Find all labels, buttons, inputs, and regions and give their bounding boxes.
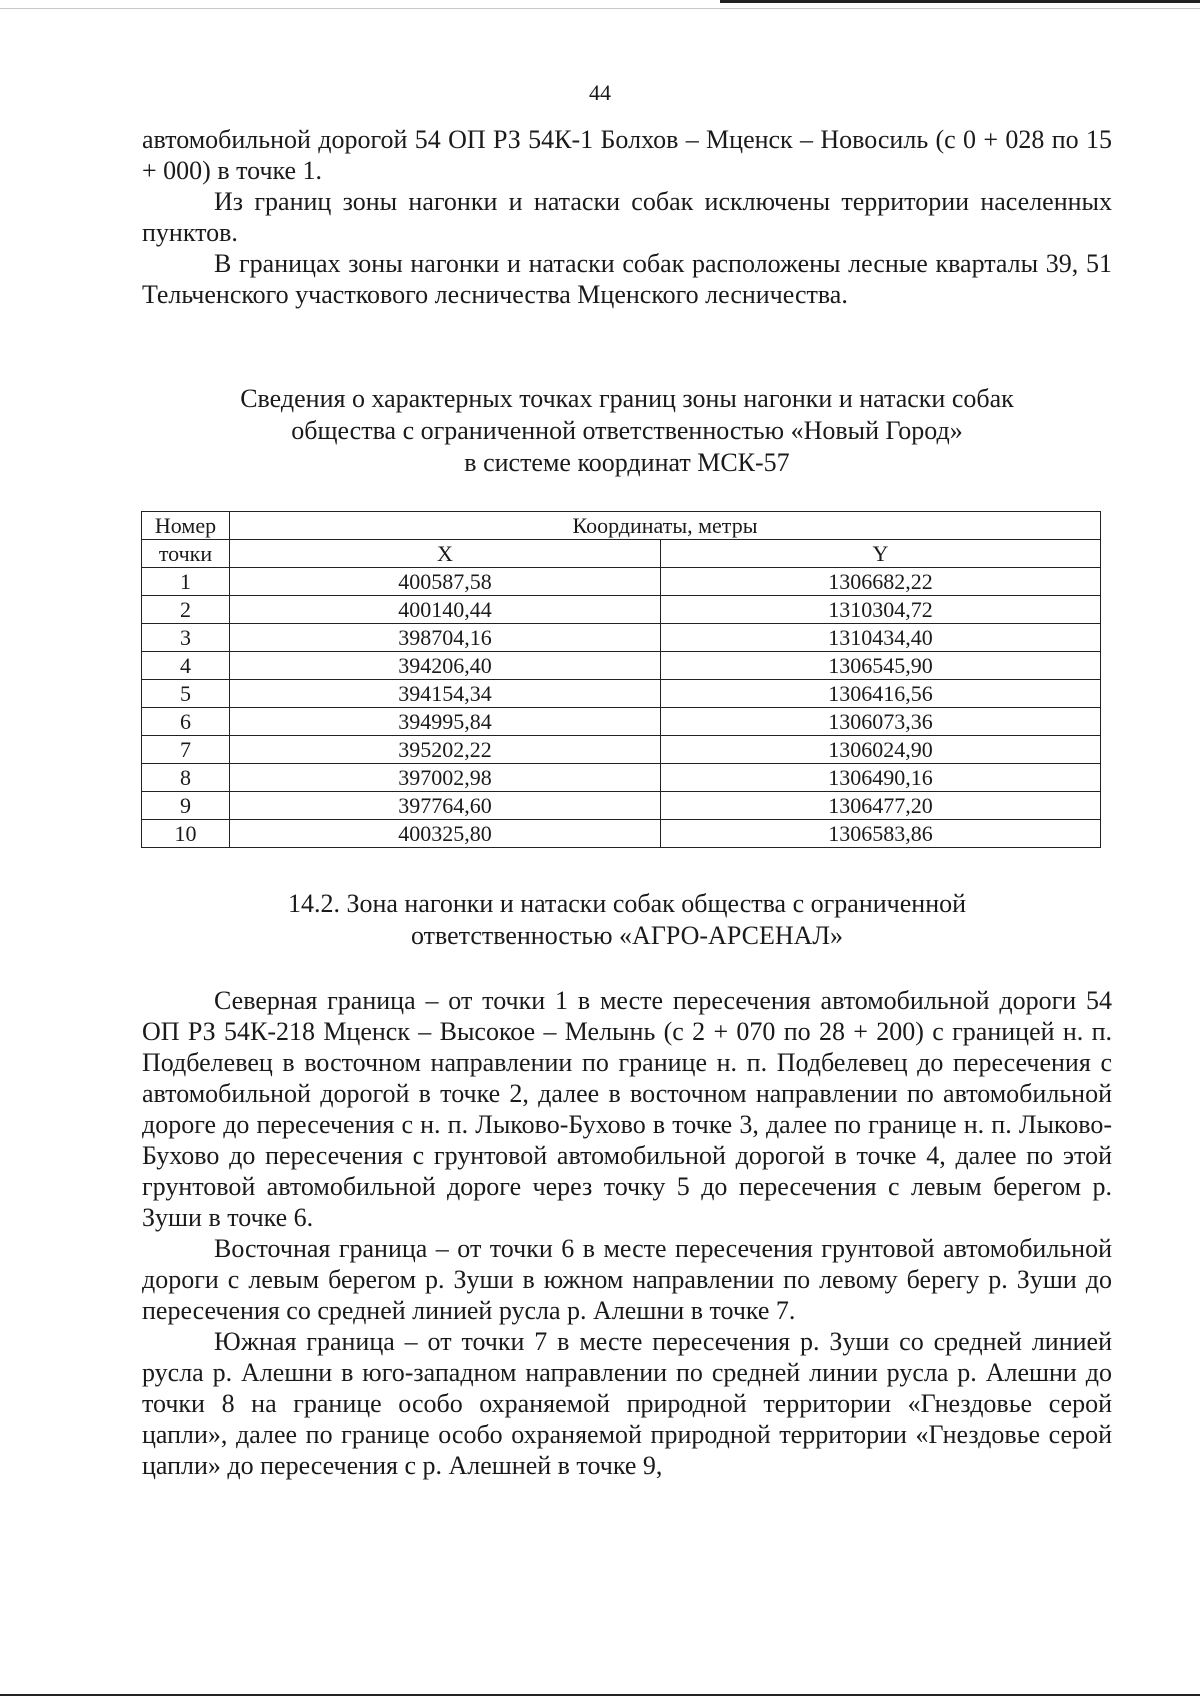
table-row (142, 624, 1101, 652)
cell-x: 400140,44 (230, 596, 661, 624)
table-title-line-2: общества с ограниченной ответственностью «Новый Город» (291, 416, 963, 445)
table-row (142, 652, 1101, 680)
table-title-line-3: в системе координат МСК-57 (464, 448, 790, 477)
cell-x: 395202,22 (230, 736, 661, 764)
section-heading (142, 888, 1112, 952)
intro-paragraph-2: Из границ зоны нагонки и натаски собак исключены территории населенных пунктов. (142, 187, 1112, 247)
body-paragraph-south: Южная граница – от точки 7 в месте пересечения р. Зуши со средней линией русла р. Алешни в юго-западном направлении по средней линии русла р. Алешни до точки 8 на границе особо охраняемой природной территории «Гнездовье серой цапли», далее по границе особо охраняемой природной территории «Гнездовье серой цапли» до пересечения с р. Алешней в точке 9, (142, 1327, 1112, 1480)
scan-edge-top (0, 8, 1200, 9)
cell-point-number: 5 (142, 680, 230, 708)
intro-paragraph-3: В границах зоны нагонки и натаски собак расположены лесные кварталы 39, 51 Тельченского участкового лесничества Мценского лесничества. (142, 249, 1112, 309)
cell-y: 1306490,16 (661, 764, 1101, 792)
cell-x: 398704,16 (230, 624, 661, 652)
cell-x: 400325,80 (230, 820, 661, 848)
table-row (142, 736, 1101, 764)
header-point-number (142, 512, 230, 540)
cell-point-number: 1 (142, 568, 230, 596)
header-y: Y (661, 540, 1101, 568)
intro-text (142, 124, 1112, 310)
cell-y: 1306073,36 (661, 708, 1101, 736)
table-header-row (142, 512, 1101, 540)
intro-paragraph-1: автомобильной дорогой 54 ОП РЗ 54К-1 Болхов – Мценск – Новосиль (с 0 + 028 по 15 + 000) в точке 1. (142, 125, 1112, 185)
cell-x: 400587,58 (230, 568, 661, 596)
cell-point-number: 3 (142, 624, 230, 652)
cell-x: 397764,60 (230, 792, 661, 820)
header-x: X (230, 540, 661, 568)
cell-x: 397002,98 (230, 764, 661, 792)
cell-point-number: 9 (142, 792, 230, 820)
scan-edge-top-bar (720, 0, 1200, 3)
cell-point-number: 10 (142, 820, 230, 848)
table-row (142, 792, 1101, 820)
table-subheader-row (142, 540, 1101, 568)
table-row (142, 568, 1101, 596)
cell-y: 1306477,20 (661, 792, 1101, 820)
body-paragraph-east: Восточная граница – от точки 6 в месте пересечения грунтовой автомобильной дороги с левым берегом р. Зуши в южном направлении по левому берегу р. Зуши до пересечения со средней линией русла р. Алешни в точке 7. (142, 1234, 1112, 1325)
body-text (142, 985, 1112, 1481)
cell-y: 1310434,40 (661, 624, 1101, 652)
cell-x: 394206,40 (230, 652, 661, 680)
cell-y: 1306024,90 (661, 736, 1101, 764)
section-heading-line-2: ответственностью «АГРО-АРСЕНАЛ» (410, 921, 844, 950)
body-paragraph-north: Северная граница – от точки 1 в месте пересечения автомобильной дороги 54 ОП РЗ 54К-218 Мценск – Высокое – Мелынь (с 2 + 070 по 28 + 200) с границей н. п. Подбелевец в восточном направлении по границе н. п. Подбелевец до пересечения с автомобильной дорогой в точке 2, далее в восточном направлении по автомобильной дороге до пересечения с н. п. Лыково-Бухово в точке 3, далее по границе н. п. Лыково-Бухово до пересечения с грунтовой автомобильной дорогой в точке 4, далее по этой грунтовой автомобильной дороге через точку 5 до пересечения с левым берегом р. Зуши в точке 6. (142, 986, 1112, 1232)
table-title-line-1: Сведения о характерных точках границ зоны нагонки и натаски собак (240, 384, 1014, 413)
cell-y: 1306545,90 (661, 652, 1101, 680)
header-point-number-line-2: точки (142, 540, 230, 568)
header-coordinates: Координаты, метры (230, 512, 1101, 540)
cell-x: 394154,34 (230, 680, 661, 708)
cell-y: 1306583,86 (661, 820, 1101, 848)
table-row (142, 680, 1101, 708)
cell-point-number: 2 (142, 596, 230, 624)
cell-point-number: 8 (142, 764, 230, 792)
section-heading-line-1: 14.2. Зона нагонки и натаски собак общества с ограниченной (287, 889, 967, 918)
cell-point-number: 7 (142, 736, 230, 764)
table-row (142, 596, 1101, 624)
cell-point-number: 6 (142, 708, 230, 736)
cell-point-number: 4 (142, 652, 230, 680)
page-number: 44 (589, 80, 611, 105)
coordinates-table (141, 511, 1101, 848)
scan-edge-bottom (0, 1694, 1200, 1696)
cell-y: 1306682,22 (661, 568, 1101, 596)
cell-x: 394995,84 (230, 708, 661, 736)
table-row (142, 820, 1101, 848)
header-point-number-line-1: Номер (154, 512, 217, 538)
table-title (142, 383, 1112, 479)
cell-y: 1306416,56 (661, 680, 1101, 708)
table-row (142, 764, 1101, 792)
table-row (142, 708, 1101, 736)
cell-y: 1310304,72 (661, 596, 1101, 624)
